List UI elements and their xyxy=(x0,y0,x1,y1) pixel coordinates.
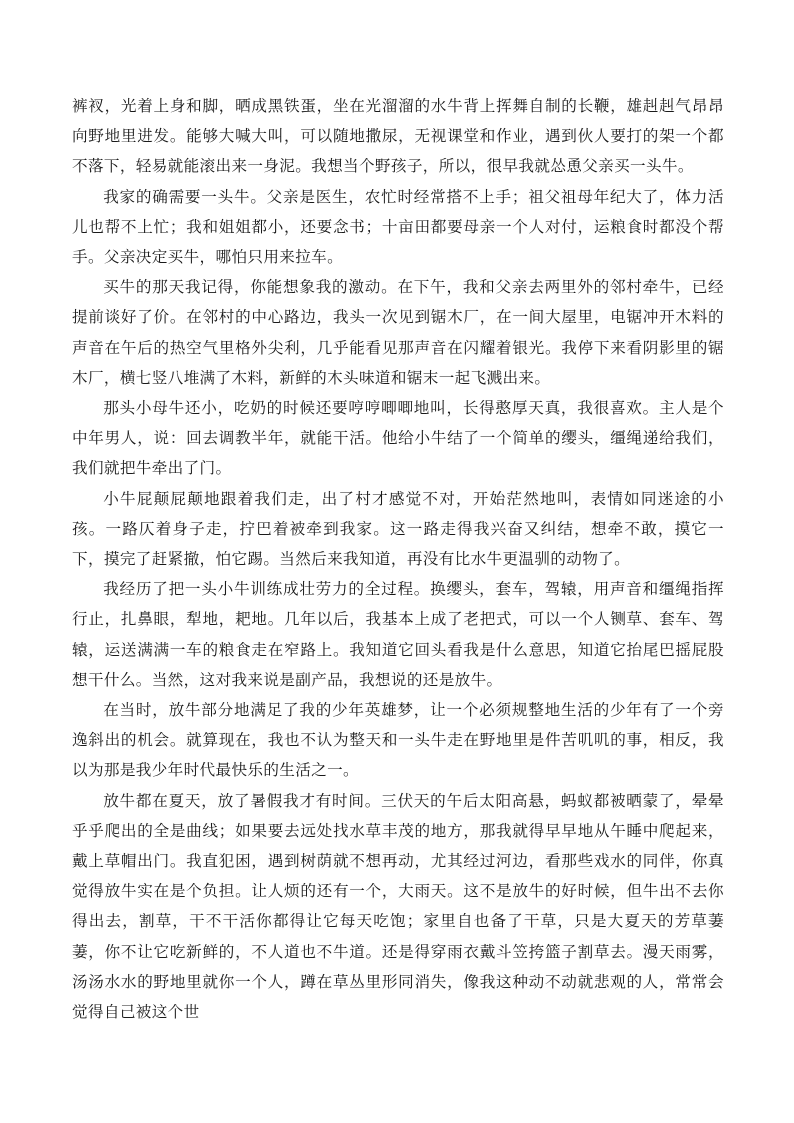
paragraph-3: 买牛的那天我记得，你能想象我的激动。在下午，我和父亲去两里外的邻村牵牛，已经提前谈好了价。在邻村的中心路边，我头一次见到锯木厂，在一间大屋里，电锯冲开木料的声音在午后的热空气里格外尖利，几乎能看见那声音在闪耀着银光。我停下来看阴影里的锯木厂，横七竖八堆满了木料，新鲜的木头味道和锯末一起飞溅出来。 xyxy=(72,278,724,387)
paragraph-7: 在当时，放牛部分地满足了我的少年英雄梦，让一个必须规整地生活的少年有了一个旁逸斜出的机会。就算现在，我也不认为整天和一头牛走在野地里是件苦叽叽的事，相反，我以为那是我少年时代最快乐的生活之一。 xyxy=(72,701,724,780)
paragraph-5: 小牛屁颠屁颠地跟着我们走，出了村才感觉不对，开始茫然地叫，表情如同迷途的小孩。一路仄着身子走，拧巴着被牵到我家。这一路走得我兴奋又纠结，想牵不敢，摸它一下，摸完了赶紧撤，怕它踢。当然后来我知道，再没有比水牛更温驯的动物了。 xyxy=(72,489,724,569)
paragraph-8: 放牛都在夏天，放了暑假我才有时间。三伏天的午后太阳高悬，蚂蚁都被晒蒙了，晕晕乎乎爬出的全是曲线；如果要去远处找水草丰茂的地方，那我就得早早地从午睡中爬起来，戴上草帽出门。我直犯困，遇到树荫就不想再动，尤其经过河边，看那些戏水的同伴，你真觉得放牛实在是个负担。让人烦的还有一个，大雨天。这不是放牛的好时候，但牛出不去你得出去，割草，干不干活你都得让它每天吃饱；家里自也备了干草，只是大夏天的芳草萋萋，你不让它吃新鲜的，不人道也不牛道。还是得穿雨衣戴斗笠挎篮子割草去。漫天雨雾，汤汤水水的野地里就你一个人，蹲在草丛里形同消失，像我这种动不动就悲观的人，常常会觉得自己被这个世 xyxy=(72,791,724,1022)
paragraph-4: 那头小母牛还小，吃奶的时候还要哼哼唧唧地叫，长得憨厚天真，我很喜欢。主人是个中年男人，说：回去调教半年，就能干活。他给小牛结了一个简单的缨头，缰绳递给我们，我们就把牛牵出了门。 xyxy=(72,399,724,478)
paragraph-6: 我经历了把一头小牛训练成壮劳力的全过程。换缨头，套车，驾辕，用声音和缰绳指挥行止，扎鼻眼，犁地，耙地。几年以后，我基本上成了老把式，可以一个人铡草、套车、驾辕，运送满满一车的粮食走在窄路上。我知道它回头看我是什么意思，知道它抬尾巴摇屁股想干什么。当然，这对我来说是副产品，我想说的还是放牛。 xyxy=(72,580,724,689)
paragraph-2: 我家的确需要一头牛。父亲是医生，农忙时经常搭不上手；祖父祖母年纪大了，体力活儿也帮不上忙；我和姐姐都小，还要念书；十亩田都要母亲一个人对付，运粮食时都没个帮手。父亲决定买牛，哪怕只用来拉车。 xyxy=(72,187,724,267)
paragraph-1: 裤衩，光着上身和脚，晒成黑铁蛋，坐在光溜溜的水牛背上挥舞自制的长鞭，雄赳赳气昂昂向野地里进发。能够大喊大叫，可以随地撒尿，无视课堂和作业，遇到伙人要打的架一个都不落下，轻易就能滚出来一身泥。我想当个野孩子，所以，很早我就怂恿父亲买一头牛。 xyxy=(72,97,724,176)
document-body xyxy=(72,91,724,1027)
